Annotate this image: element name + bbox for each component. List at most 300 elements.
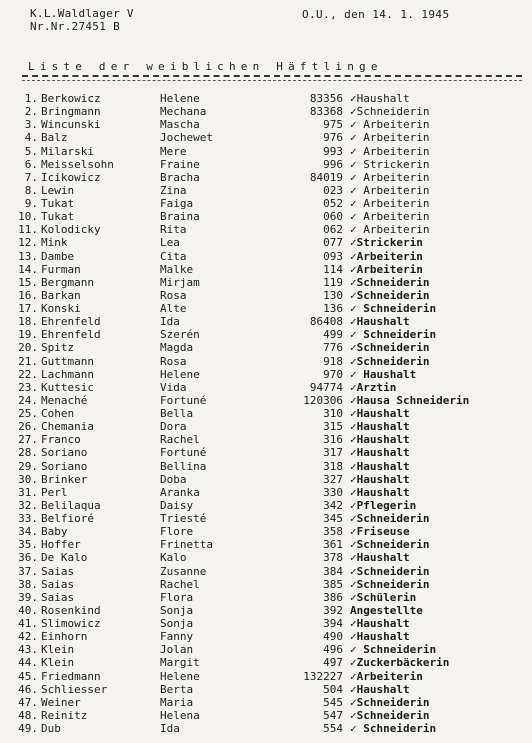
- occupation: ✓Schneiderin: [350, 564, 430, 578]
- surname: Lewin: [41, 183, 75, 197]
- surname: Konski: [41, 302, 81, 315]
- first-name: Doba: [160, 472, 187, 486]
- first-name: Flore: [160, 525, 194, 539]
- surname: Furman: [41, 262, 81, 276]
- surname: Baby: [41, 525, 68, 539]
- occupation: ✓Haushalt: [350, 459, 410, 473]
- title-rule: [22, 75, 522, 77]
- surname: Perl: [41, 485, 68, 499]
- row-number: 6.: [24, 157, 38, 171]
- occupation: ✓Schneiderin: [350, 512, 430, 525]
- surname: Rosenkind: [41, 603, 101, 617]
- occupation: ✓Haushalt: [350, 433, 410, 447]
- list-row: [0, 525, 532, 538]
- first-name: Sonja: [160, 603, 194, 617]
- surname: Cohen: [41, 407, 75, 420]
- row-number: 40.: [18, 603, 38, 617]
- surname: Barkan: [41, 288, 81, 302]
- file-number: Nr.Nr.27451 B: [30, 20, 120, 33]
- list-row: [0, 145, 532, 158]
- prisoner-number: 554: [323, 722, 343, 735]
- surname: Guttmann: [41, 354, 94, 368]
- surname: Belfioré: [41, 512, 94, 525]
- row-number: 29.: [18, 459, 38, 473]
- surname: Friedmann: [41, 669, 101, 683]
- list-row: [0, 184, 532, 197]
- occupation: ✓Haushalt: [350, 682, 410, 696]
- row-number: 25.: [18, 407, 38, 420]
- occupation: ✓Haushalt: [350, 630, 410, 644]
- list-row: [0, 473, 532, 486]
- surname: Saias: [41, 564, 75, 578]
- row-number: 2.: [24, 105, 38, 119]
- prisoner-number: 976: [323, 131, 343, 145]
- first-name: Triesté: [160, 512, 207, 525]
- occupation: ✓ Arbeiterin: [350, 144, 430, 158]
- occupation: ✓Schülerin: [350, 590, 417, 604]
- first-name: Kalo: [160, 551, 187, 565]
- surname: Tukat: [41, 197, 75, 210]
- list-row: [0, 670, 532, 683]
- first-name: Helene: [160, 669, 200, 683]
- prisoner-number: 83368: [309, 105, 343, 119]
- prisoner-number: 499: [323, 328, 343, 342]
- list-row: [0, 696, 532, 709]
- row-number: 44.: [18, 656, 38, 670]
- row-number: 24.: [18, 393, 38, 407]
- prisoner-number: 394: [323, 617, 343, 630]
- list-row: [0, 328, 532, 341]
- row-number: 23.: [18, 380, 38, 394]
- first-name: Magda: [160, 341, 194, 355]
- list-row: [0, 604, 532, 617]
- occupation: ✓ Schneiderin: [350, 643, 437, 657]
- first-name: Mere: [160, 144, 187, 158]
- surname: Berkowicz: [41, 92, 101, 105]
- occupation: ✓Hausa Schneiderin: [350, 393, 470, 407]
- prisoner-number: 94774: [309, 380, 343, 394]
- occupation: ✓Schneiderin: [350, 341, 430, 355]
- first-name: Sonja: [160, 617, 194, 630]
- prisoner-number: 130: [323, 288, 343, 302]
- occupation: ✓ Arbeiterin: [350, 223, 430, 237]
- list-row: [0, 381, 532, 394]
- row-number: 21.: [18, 354, 38, 368]
- surname: Schliesser: [41, 682, 108, 696]
- list-row: [0, 158, 532, 171]
- list-row: [0, 512, 532, 525]
- list-row: [0, 709, 532, 722]
- list-row: [0, 446, 532, 459]
- first-name: Jochewet: [160, 131, 213, 145]
- first-name: Ida: [160, 315, 180, 329]
- occupation: ✓Haushalt: [350, 92, 410, 105]
- surname: Spitz: [41, 341, 75, 355]
- prisoner-number: 504: [323, 682, 343, 696]
- prisoner-number: 975: [323, 118, 343, 132]
- first-name: Berta: [160, 682, 194, 696]
- prisoner-number: 918: [323, 354, 343, 368]
- row-number: 17.: [18, 302, 38, 315]
- surname: Kuttesic: [41, 380, 94, 394]
- surname: Soriano: [41, 459, 88, 473]
- first-name: Lea: [160, 236, 180, 250]
- prisoner-number: 077: [323, 236, 343, 250]
- occupation: ✓Schneiderin: [350, 708, 430, 722]
- surname: Bergmann: [41, 275, 94, 289]
- first-name: Margit: [160, 656, 200, 670]
- surname: Milarski: [41, 144, 94, 158]
- list-row: [0, 355, 532, 368]
- row-number: 20.: [18, 341, 38, 355]
- surname: Bringmann: [41, 105, 101, 119]
- occupation: ✓Haushalt: [350, 420, 410, 434]
- title-rule-second: [22, 80, 522, 81]
- row-number: 46.: [18, 682, 38, 696]
- list-row: [0, 250, 532, 263]
- occupation: ✓Arbeiterin: [350, 249, 423, 263]
- list-row: [0, 210, 532, 223]
- occupation: ✓Zuckerbäckerin: [350, 656, 450, 670]
- row-number: 3.: [24, 118, 38, 132]
- surname: Klein: [41, 656, 75, 670]
- first-name: Alte: [160, 302, 187, 315]
- list-row: [0, 460, 532, 473]
- occupation: ✓Haushalt: [350, 446, 410, 460]
- first-name: Flora: [160, 590, 194, 604]
- occupation: ✓Arbeiterin: [350, 669, 423, 683]
- occupation: ✓ Schneiderin: [350, 302, 437, 315]
- occupation: ✓ Strickerin: [350, 157, 430, 171]
- camp-name: K.L.Waldlager V: [30, 7, 134, 20]
- list-row: [0, 131, 532, 144]
- prisoner-number: 547: [323, 708, 343, 722]
- prisoner-number: 385: [323, 577, 343, 591]
- prisoner-number: 497: [323, 656, 343, 670]
- first-name: Jolan: [160, 643, 194, 657]
- first-name: Zusanne: [160, 564, 207, 578]
- prisoner-number: 386: [323, 590, 343, 604]
- row-number: 49.: [18, 722, 38, 735]
- surname: Hoffer: [41, 538, 81, 552]
- list-row: [0, 92, 532, 105]
- prisoner-number: 317: [323, 446, 343, 460]
- list-row: [0, 171, 532, 184]
- surname: Icikowicz: [41, 170, 101, 184]
- first-name: Zina: [160, 183, 187, 197]
- surname: Reinitz: [41, 708, 88, 722]
- prisoner-number: 345: [323, 512, 343, 525]
- surname: De Kalo: [41, 551, 88, 565]
- surname: Ehrenfeld: [41, 315, 101, 329]
- prisoner-number: 132227: [303, 669, 343, 683]
- occupation: ✓Schneiderin: [350, 288, 430, 302]
- occupation: ✓ Haushalt: [350, 367, 417, 381]
- first-name: Maria: [160, 695, 194, 709]
- surname: Wincunski: [41, 118, 101, 132]
- first-name: Helene: [160, 92, 200, 105]
- row-number: 18.: [18, 315, 38, 329]
- prisoner-number: 316: [323, 433, 343, 447]
- prisoner-number: 330: [323, 485, 343, 499]
- occupation: ✓Schneiderin: [350, 538, 430, 552]
- row-number: 12.: [18, 236, 38, 250]
- occupation: ✓ Arbeiterin: [350, 210, 430, 224]
- list-row: [0, 236, 532, 249]
- occupation: ✓ Arbeiterin: [350, 183, 430, 197]
- first-name: Cita: [160, 249, 187, 263]
- first-name: Bella: [160, 407, 194, 420]
- occupation: ✓Schneiderin: [350, 354, 430, 368]
- prisoner-number: 361: [323, 538, 343, 552]
- surname: Weiner: [41, 695, 81, 709]
- prisoner-number: 023: [323, 183, 343, 197]
- prisoner-number: 318: [323, 459, 343, 473]
- prisoner-number: 83356: [309, 92, 343, 105]
- place-date: O.U., den 14. 1. 1945: [302, 8, 450, 21]
- row-number: 47.: [18, 695, 38, 709]
- surname: Saias: [41, 577, 75, 591]
- first-name: Rachel: [160, 577, 200, 591]
- surname: Mink: [41, 236, 68, 250]
- row-number: 14.: [18, 262, 38, 276]
- occupation: ✓Schneiderin: [350, 577, 430, 591]
- first-name: Malke: [160, 262, 194, 276]
- list-row: [0, 223, 532, 236]
- row-number: 16.: [18, 288, 38, 302]
- row-number: 7.: [24, 170, 38, 184]
- prisoner-number: 996: [323, 157, 343, 171]
- row-number: 34.: [18, 525, 38, 539]
- list-row: [0, 565, 532, 578]
- row-number: 15.: [18, 275, 38, 289]
- row-number: 33.: [18, 512, 38, 525]
- surname: Tukat: [41, 210, 75, 224]
- prisoner-number: 062: [323, 223, 343, 237]
- surname: Brinker: [41, 472, 88, 486]
- first-name: Szerén: [160, 328, 200, 342]
- occupation: Angestellte: [350, 603, 423, 617]
- list-row: [0, 578, 532, 591]
- surname: Lachmann: [41, 367, 94, 381]
- list-row: [0, 276, 532, 289]
- list-row: [0, 315, 532, 328]
- first-name: Bracha: [160, 170, 200, 184]
- surname: Soriano: [41, 446, 88, 460]
- list-row: [0, 368, 532, 381]
- row-number: 10.: [18, 210, 38, 224]
- first-name: Vida: [160, 380, 187, 394]
- list-row: [0, 551, 532, 564]
- prisoner-number: 392: [323, 603, 343, 617]
- prisoner-number: 114: [323, 262, 343, 276]
- first-name: Braina: [160, 210, 200, 224]
- occupation: ✓ Schneiderin: [350, 328, 437, 342]
- row-number: 45.: [18, 669, 38, 683]
- surname: Balz: [41, 131, 68, 145]
- first-name: Fortuné: [160, 446, 207, 460]
- surname: Dambe: [41, 249, 75, 263]
- surname: Kolodicky: [41, 223, 101, 237]
- row-number: 31.: [18, 485, 38, 499]
- occupation: ✓Haushalt: [350, 551, 410, 565]
- prisoner-number: 993: [323, 144, 343, 158]
- list-row: [0, 643, 532, 656]
- row-number: 32.: [18, 498, 38, 512]
- occupation: ✓Schneiderin: [350, 105, 430, 119]
- prisoner-number: 84019: [309, 170, 343, 184]
- occupation: ✓Haushalt: [350, 407, 410, 420]
- list-row: [0, 263, 532, 276]
- list-row: [0, 538, 532, 551]
- list-row: [0, 630, 532, 643]
- list-row: [0, 499, 532, 512]
- header-left: [30, 7, 134, 33]
- occupation: ✓ Arbeiterin: [350, 170, 430, 184]
- prisoner-number: 315: [323, 420, 343, 434]
- first-name: Dora: [160, 420, 187, 434]
- list-row: [0, 486, 532, 499]
- first-name: Mascha: [160, 118, 200, 132]
- first-name: Bellina: [160, 459, 207, 473]
- occupation: ✓ Schneiderin: [350, 722, 437, 735]
- row-number: 27.: [18, 433, 38, 447]
- list-row: [0, 197, 532, 210]
- row-number: 30.: [18, 472, 38, 486]
- prisoner-number: 490: [323, 630, 343, 644]
- list-row: [0, 656, 532, 669]
- prisoner-number: 496: [323, 643, 343, 657]
- surname: Einhorn: [41, 630, 88, 644]
- occupation: ✓Haushalt: [350, 617, 410, 630]
- surname: Menaché: [41, 393, 88, 407]
- occupation: ✓Strickerin: [350, 236, 423, 250]
- surname: Ehrenfeld: [41, 328, 101, 342]
- first-name: Fortuné: [160, 393, 207, 407]
- list-row: [0, 683, 532, 696]
- surname: Chemania: [41, 420, 94, 434]
- row-number: 28.: [18, 446, 38, 460]
- first-name: Frinetta: [160, 538, 213, 552]
- row-number: 26.: [18, 420, 38, 434]
- prisoner-number: 358: [323, 525, 343, 539]
- list-row: [0, 420, 532, 433]
- prisoner-list: [0, 92, 532, 735]
- row-number: 5.: [24, 144, 38, 158]
- surname: Dub: [41, 722, 61, 735]
- prisoner-number: 970: [323, 367, 343, 381]
- occupation: ✓Pflegerin: [350, 498, 417, 512]
- prisoner-number: 378: [323, 551, 343, 565]
- list-row: [0, 394, 532, 407]
- row-number: 11.: [18, 223, 38, 237]
- first-name: Fraine: [160, 157, 200, 171]
- occupation: ✓ Arbeiterin: [350, 131, 430, 145]
- first-name: Rosa: [160, 288, 187, 302]
- row-number: 36.: [18, 551, 38, 565]
- prisoner-number: 060: [323, 210, 343, 224]
- occupation: ✓Haushalt: [350, 485, 410, 499]
- first-name: Aranka: [160, 485, 200, 499]
- first-name: Rachel: [160, 433, 200, 447]
- prisoner-number: 310: [323, 407, 343, 420]
- row-number: 9.: [24, 197, 38, 210]
- list-title: Liste der weiblichen Häftlinge: [28, 60, 383, 73]
- row-number: 4.: [24, 131, 38, 145]
- first-name: Helene: [160, 367, 200, 381]
- list-row: [0, 407, 532, 420]
- first-name: Rita: [160, 223, 187, 237]
- first-name: Fanny: [160, 630, 194, 644]
- first-name: Helena: [160, 708, 200, 722]
- prisoner-number: 776: [323, 341, 343, 355]
- list-row: [0, 302, 532, 315]
- occupation: ✓Arztin: [350, 380, 397, 394]
- list-row: [0, 722, 532, 735]
- prisoner-number: 136: [323, 302, 343, 315]
- first-name: Faiga: [160, 197, 194, 210]
- prisoner-number: 119: [323, 275, 343, 289]
- occupation: ✓Haushalt: [350, 315, 410, 329]
- row-number: 22.: [18, 367, 38, 381]
- occupation: ✓Schneiderin: [350, 695, 430, 709]
- prisoner-number: 384: [323, 564, 343, 578]
- row-number: 19.: [18, 328, 38, 342]
- occupation: ✓Haushalt: [350, 472, 410, 486]
- row-number: 1.: [24, 92, 38, 105]
- surname: Franco: [41, 433, 81, 447]
- row-number: 38.: [18, 577, 38, 591]
- prisoner-number: 545: [323, 695, 343, 709]
- first-name: Daisy: [160, 498, 194, 512]
- row-number: 35.: [18, 538, 38, 552]
- first-name: Ida: [160, 722, 180, 735]
- prisoner-number: 120306: [303, 393, 343, 407]
- first-name: Rosa: [160, 354, 187, 368]
- prisoner-number: 327: [323, 472, 343, 486]
- list-row: [0, 617, 532, 630]
- list-row: [0, 341, 532, 354]
- row-number: 48.: [18, 708, 38, 722]
- occupation: ✓ Arbeiterin: [350, 197, 430, 210]
- list-row: [0, 433, 532, 446]
- prisoner-number: 342: [323, 498, 343, 512]
- surname: Klein: [41, 643, 75, 657]
- prisoner-number: 86408: [309, 315, 343, 329]
- prisoner-number: 093: [323, 249, 343, 263]
- list-row: [0, 591, 532, 604]
- row-number: 42.: [18, 630, 38, 644]
- row-number: 8.: [24, 183, 38, 197]
- surname: Slimowicz: [41, 617, 101, 630]
- occupation: ✓Friseuse: [350, 525, 410, 539]
- occupation: ✓Arbeiterin: [350, 262, 423, 276]
- surname: Meisselsohn: [41, 157, 114, 171]
- list-row: [0, 118, 532, 131]
- row-number: 41.: [18, 617, 38, 630]
- row-number: 43.: [18, 643, 38, 657]
- surname: Saias: [41, 590, 75, 604]
- occupation: ✓ Arbeiterin: [350, 118, 430, 132]
- first-name: Mechana: [160, 105, 207, 119]
- row-number: 13.: [18, 249, 38, 263]
- row-number: 37.: [18, 564, 38, 578]
- first-name: Mirjam: [160, 275, 200, 289]
- list-row: [0, 289, 532, 302]
- prisoner-number: 052: [323, 197, 343, 210]
- occupation: ✓Schneiderin: [350, 275, 430, 289]
- surname: Belilaqua: [41, 498, 101, 512]
